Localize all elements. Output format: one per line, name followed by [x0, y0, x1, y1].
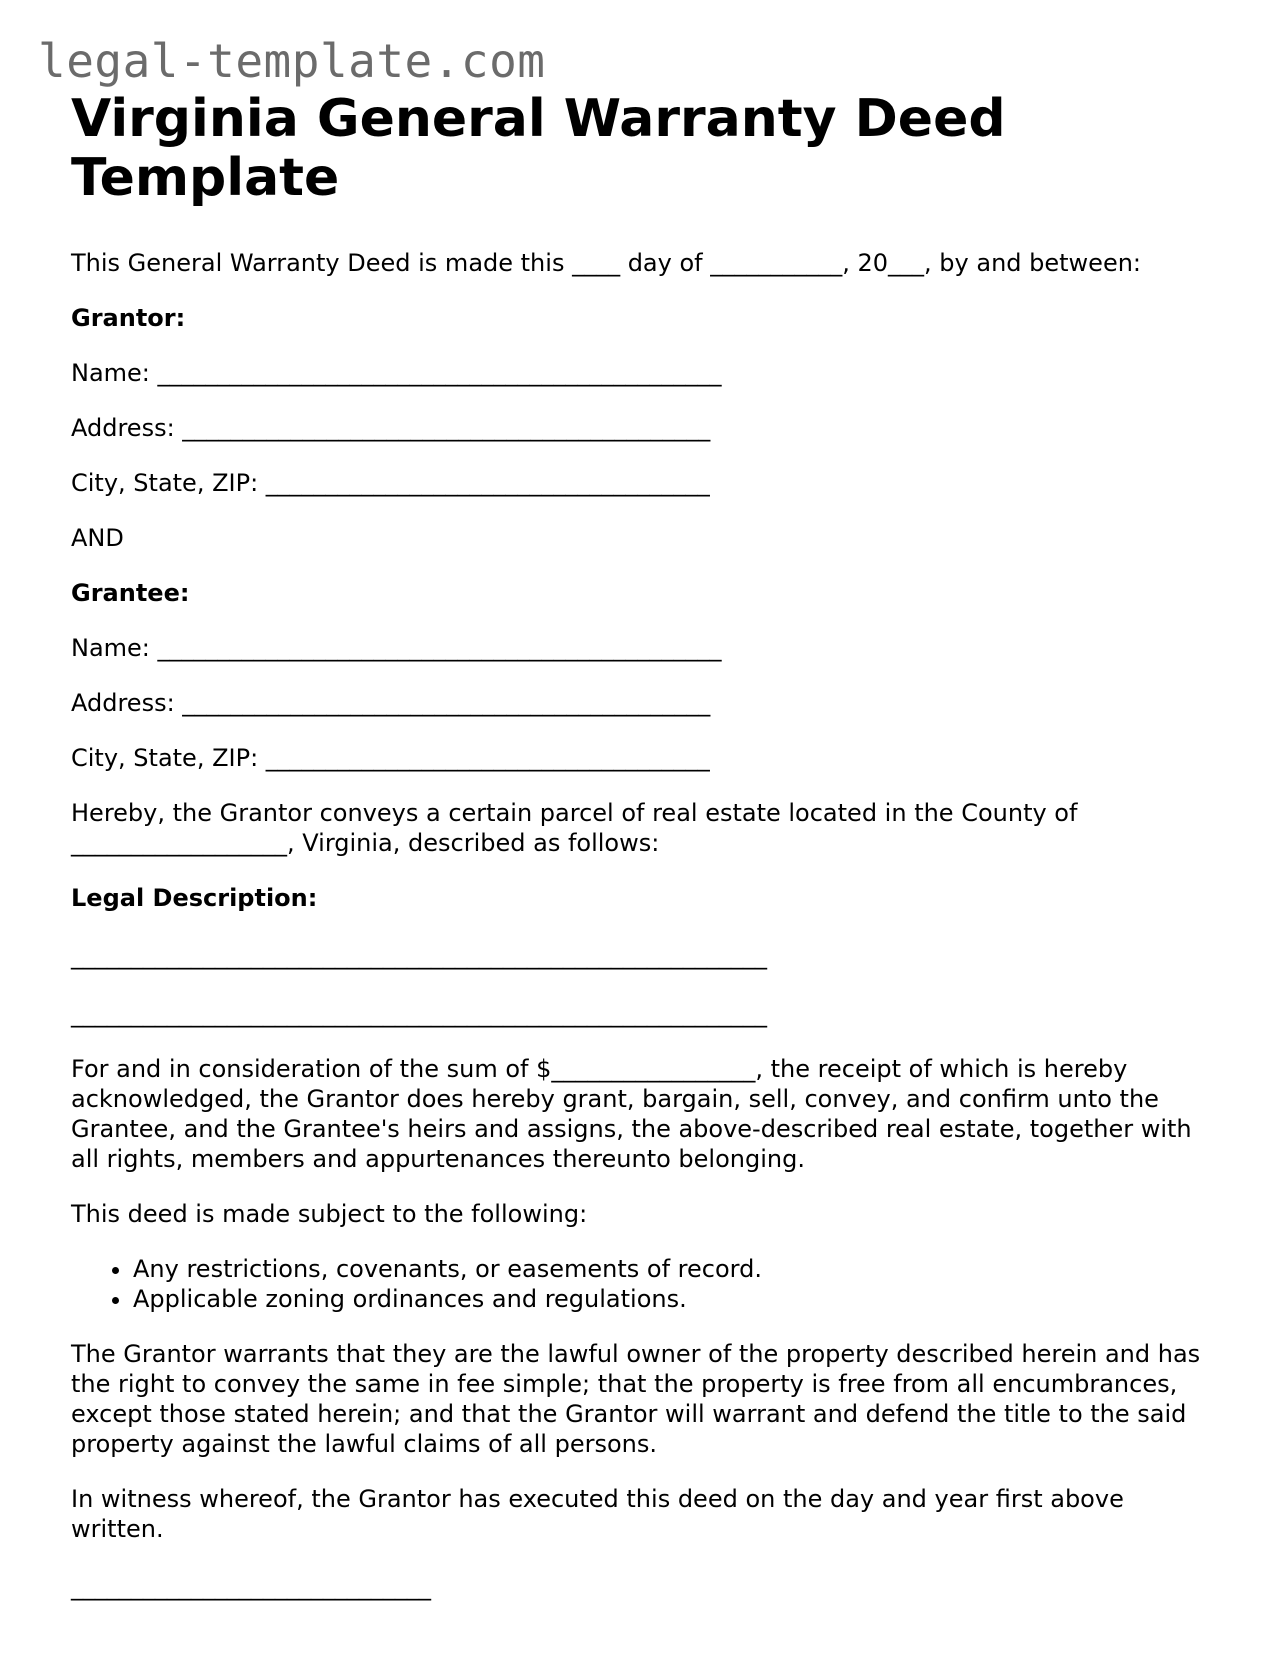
grantee-name-field: Name: _______________________________________________ — [71, 634, 722, 662]
grantor-heading: Grantor: — [71, 304, 186, 332]
and-separator: AND — [71, 524, 124, 552]
grantee-city-field: City, State, ZIP: _____________________________________ — [71, 744, 710, 772]
witness-paragraph: In witness whereof, the Grantor has executed this deed on the day and year first above written. — [71, 1485, 1124, 1543]
site-watermark: legal-template.com — [38, 34, 546, 88]
legal-description-heading: Legal Description: — [71, 884, 318, 912]
conveyance-paragraph: Hereby, the Grantor conveys a certain parcel of real estate located in the County of __________________, Virginia, described as follows: — [71, 799, 1078, 857]
intro-paragraph: This General Warranty Deed is made this ____ day of ___________, 20___, by and between: — [71, 249, 1142, 277]
grantee-address-field: Address: ____________________________________________ — [71, 689, 711, 717]
grantor-name-field: Name: _______________________________________________ — [71, 359, 722, 387]
grantor-address-field: Address: ____________________________________________ — [71, 414, 711, 442]
legal-description-line: __________________________________________________________ — [71, 1000, 767, 1028]
document-title: Virginia General Warranty Deed Template — [71, 89, 1006, 208]
subject-list — [71, 1254, 1221, 1314]
grantor-city-field: City, State, ZIP: _____________________________________ — [71, 469, 710, 497]
grantee-heading: Grantee: — [71, 579, 190, 607]
subject-intro: This deed is made subject to the following: — [71, 1200, 588, 1228]
list-item: • Applicable zoning ordinances and regulations. — [133, 1284, 1221, 1314]
consideration-paragraph: For and in consideration of the sum of $_________________, the receipt of which is hereby acknowledged, the Grantor does hereby grant, bargain, sell, convey, and confirm unto the Grantee, and the Grantee's heirs and assigns, the above-described real estate, together with all rights, members and appurtenances thereunto belonging. — [71, 1055, 1192, 1173]
list-item: • Any restrictions, covenants, or easements of record. — [133, 1254, 1221, 1284]
document-body — [71, 90, 1221, 1602]
signature-line: ______________________________ — [71, 1573, 431, 1601]
warranty-paragraph: The Grantor warrants that they are the lawful owner of the property described herein and has the right to convey the same in fee simple; that the property is free from all encumbrances, except those stated herein; and that the Grantor will warrant and defend the title to the said property against the lawful claims of all persons. — [71, 1340, 1201, 1458]
legal-description-line: __________________________________________________________ — [71, 942, 767, 970]
